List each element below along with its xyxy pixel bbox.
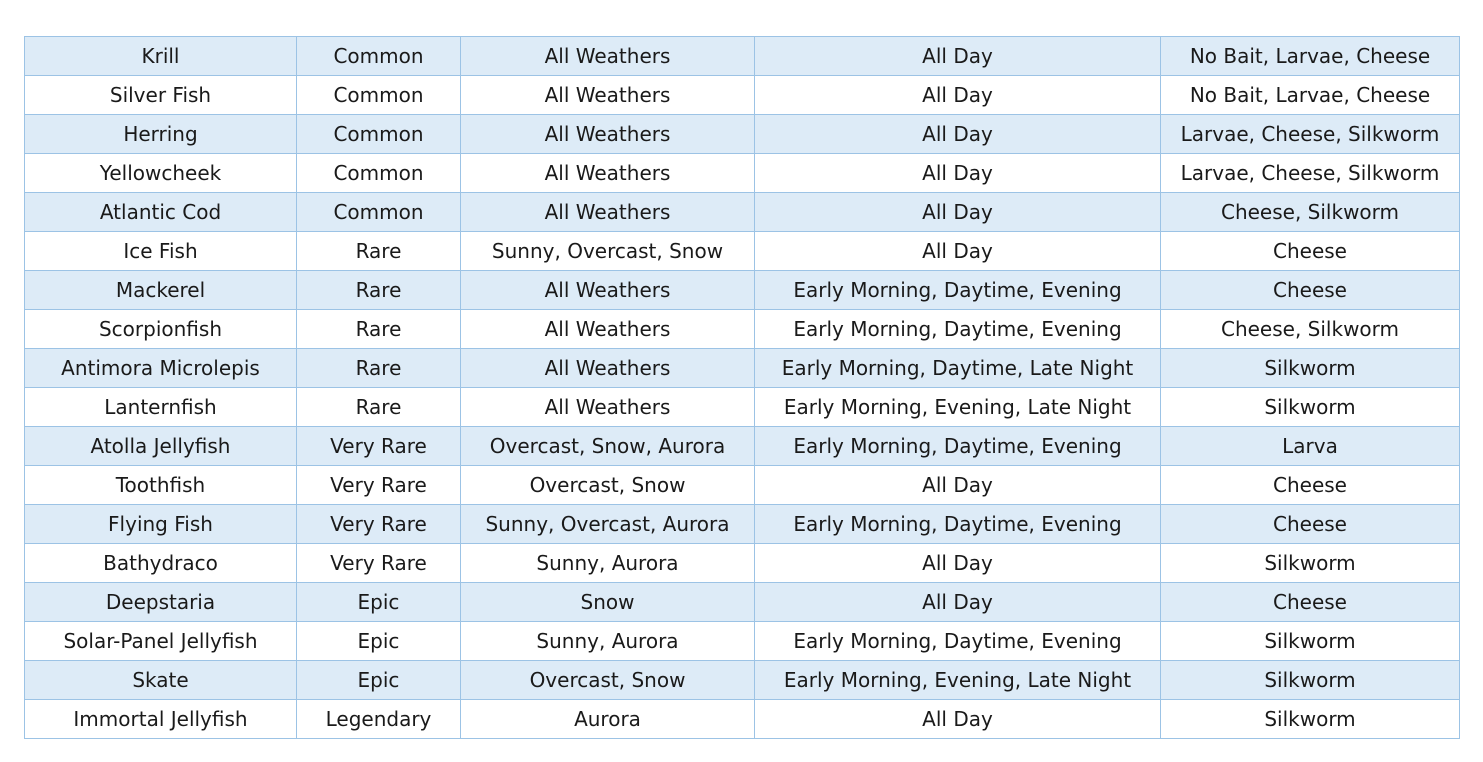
rarity-cell: Common xyxy=(297,37,461,76)
weather-cell: All Weathers xyxy=(461,37,755,76)
fish-name-cell: Atolla Jellyfish xyxy=(25,427,297,466)
bait-cell: No Bait, Larvae, Cheese xyxy=(1161,76,1460,115)
table-row xyxy=(25,622,1460,661)
bait-cell: No Bait, Larvae, Cheese xyxy=(1161,37,1460,76)
table-row xyxy=(25,427,1460,466)
rarity-cell: Epic xyxy=(297,583,461,622)
weather-cell: All Weathers xyxy=(461,310,755,349)
weather-cell: All Weathers xyxy=(461,271,755,310)
time-cell: Early Morning, Daytime, Evening xyxy=(755,310,1161,349)
table-row xyxy=(25,349,1460,388)
rarity-cell: Rare xyxy=(297,388,461,427)
table-row xyxy=(25,232,1460,271)
time-cell: All Day xyxy=(755,700,1161,739)
rarity-cell: Epic xyxy=(297,661,461,700)
time-cell: All Day xyxy=(755,583,1161,622)
rarity-cell: Epic xyxy=(297,622,461,661)
time-cell: Early Morning, Daytime, Evening xyxy=(755,622,1161,661)
fish-name-cell: Immortal Jellyfish xyxy=(25,700,297,739)
bait-cell: Silkworm xyxy=(1161,388,1460,427)
bait-cell: Larva xyxy=(1161,427,1460,466)
fish-name-cell: Antimora Microlepis xyxy=(25,349,297,388)
bait-cell: Cheese xyxy=(1161,466,1460,505)
time-cell: All Day xyxy=(755,37,1161,76)
fish-name-cell: Skate xyxy=(25,661,297,700)
fish-table-body xyxy=(25,37,1460,739)
bait-cell: Cheese, Silkworm xyxy=(1161,310,1460,349)
time-cell: Early Morning, Daytime, Late Night xyxy=(755,349,1161,388)
bait-cell: Cheese xyxy=(1161,505,1460,544)
weather-cell: All Weathers xyxy=(461,388,755,427)
fish-name-cell: Herring xyxy=(25,115,297,154)
bait-cell: Larvae, Cheese, Silkworm xyxy=(1161,154,1460,193)
weather-cell: All Weathers xyxy=(461,193,755,232)
table-row xyxy=(25,154,1460,193)
rarity-cell: Rare xyxy=(297,232,461,271)
bait-cell: Cheese xyxy=(1161,583,1460,622)
rarity-cell: Very Rare xyxy=(297,544,461,583)
time-cell: All Day xyxy=(755,544,1161,583)
weather-cell: Sunny, Aurora xyxy=(461,622,755,661)
rarity-cell: Legendary xyxy=(297,700,461,739)
table-row xyxy=(25,661,1460,700)
fish-name-cell: Flying Fish xyxy=(25,505,297,544)
weather-cell: Aurora xyxy=(461,700,755,739)
time-cell: Early Morning, Daytime, Evening xyxy=(755,505,1161,544)
time-cell: All Day xyxy=(755,232,1161,271)
time-cell: Early Morning, Evening, Late Night xyxy=(755,661,1161,700)
fish-table-container xyxy=(24,36,1460,739)
table-row xyxy=(25,115,1460,154)
weather-cell: Overcast, Snow, Aurora xyxy=(461,427,755,466)
weather-cell: All Weathers xyxy=(461,115,755,154)
weather-cell: All Weathers xyxy=(461,349,755,388)
weather-cell: Snow xyxy=(461,583,755,622)
table-row xyxy=(25,310,1460,349)
rarity-cell: Common xyxy=(297,115,461,154)
bait-cell: Silkworm xyxy=(1161,700,1460,739)
bait-cell: Silkworm xyxy=(1161,349,1460,388)
bait-cell: Cheese xyxy=(1161,271,1460,310)
table-row xyxy=(25,388,1460,427)
fish-name-cell: Ice Fish xyxy=(25,232,297,271)
table-row xyxy=(25,583,1460,622)
bait-cell: Silkworm xyxy=(1161,622,1460,661)
weather-cell: Overcast, Snow xyxy=(461,661,755,700)
rarity-cell: Rare xyxy=(297,310,461,349)
fish-name-cell: Bathydraco xyxy=(25,544,297,583)
rarity-cell: Common xyxy=(297,193,461,232)
time-cell: Early Morning, Evening, Late Night xyxy=(755,388,1161,427)
weather-cell: Overcast, Snow xyxy=(461,466,755,505)
weather-cell: All Weathers xyxy=(461,76,755,115)
fish-name-cell: Solar-Panel Jellyfish xyxy=(25,622,297,661)
time-cell: All Day xyxy=(755,76,1161,115)
bait-cell: Silkworm xyxy=(1161,661,1460,700)
fish-name-cell: Deepstaria xyxy=(25,583,297,622)
fish-name-cell: Yellowcheek xyxy=(25,154,297,193)
time-cell: All Day xyxy=(755,154,1161,193)
weather-cell: Sunny, Overcast, Snow xyxy=(461,232,755,271)
table-row xyxy=(25,700,1460,739)
fish-name-cell: Silver Fish xyxy=(25,76,297,115)
time-cell: Early Morning, Daytime, Evening xyxy=(755,271,1161,310)
table-row xyxy=(25,466,1460,505)
fish-name-cell: Krill xyxy=(25,37,297,76)
time-cell: All Day xyxy=(755,466,1161,505)
rarity-cell: Common xyxy=(297,154,461,193)
time-cell: Early Morning, Daytime, Evening xyxy=(755,427,1161,466)
table-row xyxy=(25,544,1460,583)
time-cell: All Day xyxy=(755,115,1161,154)
table-row xyxy=(25,37,1460,76)
rarity-cell: Very Rare xyxy=(297,427,461,466)
rarity-cell: Rare xyxy=(297,271,461,310)
bait-cell: Cheese, Silkworm xyxy=(1161,193,1460,232)
table-row xyxy=(25,271,1460,310)
time-cell: All Day xyxy=(755,193,1161,232)
table-row xyxy=(25,76,1460,115)
weather-cell: All Weathers xyxy=(461,154,755,193)
weather-cell: Sunny, Overcast, Aurora xyxy=(461,505,755,544)
fish-name-cell: Atlantic Cod xyxy=(25,193,297,232)
rarity-cell: Common xyxy=(297,76,461,115)
table-row xyxy=(25,193,1460,232)
rarity-cell: Rare xyxy=(297,349,461,388)
bait-cell: Silkworm xyxy=(1161,544,1460,583)
rarity-cell: Very Rare xyxy=(297,505,461,544)
rarity-cell: Very Rare xyxy=(297,466,461,505)
table-row xyxy=(25,505,1460,544)
fish-name-cell: Toothfish xyxy=(25,466,297,505)
weather-cell: Sunny, Aurora xyxy=(461,544,755,583)
fish-name-cell: Lanternfish xyxy=(25,388,297,427)
bait-cell: Cheese xyxy=(1161,232,1460,271)
fish-table xyxy=(24,36,1460,739)
fish-name-cell: Scorpionfish xyxy=(25,310,297,349)
fish-name-cell: Mackerel xyxy=(25,271,297,310)
bait-cell: Larvae, Cheese, Silkworm xyxy=(1161,115,1460,154)
